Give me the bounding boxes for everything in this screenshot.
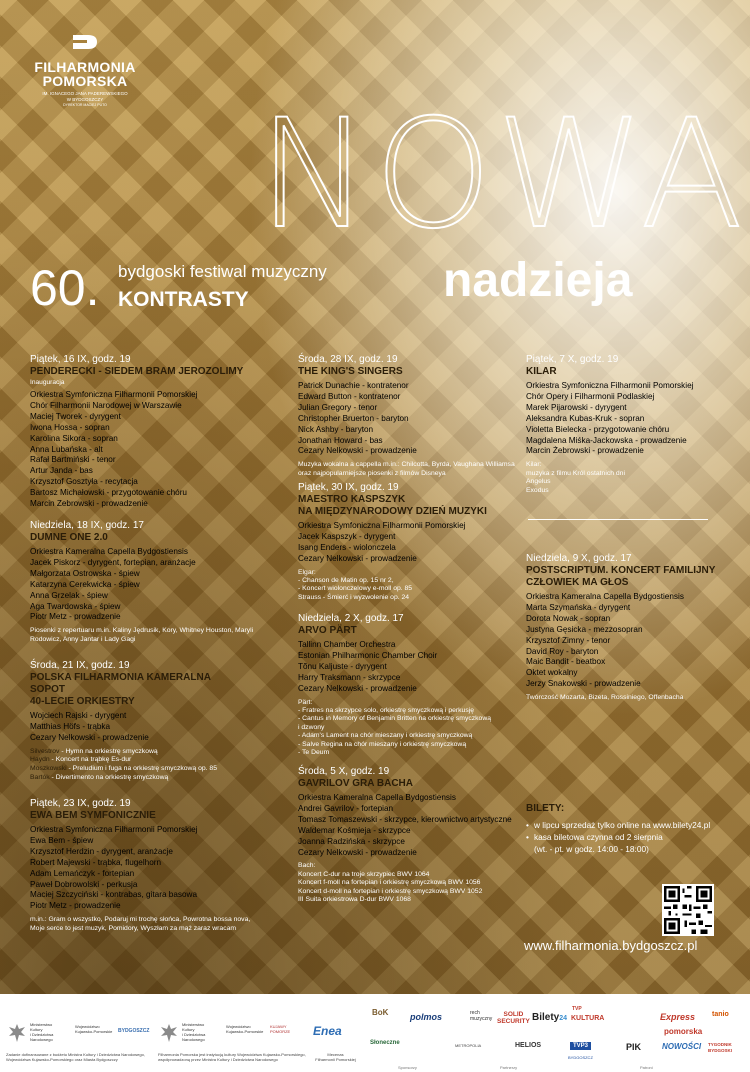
column-divider bbox=[528, 519, 708, 520]
list-line: Paweł Dobrowolski - perkusja bbox=[30, 879, 138, 889]
list-line: Wojciech Rajski - dyrygent bbox=[30, 711, 127, 720]
concert-ewa-bem bbox=[30, 797, 255, 933]
partners-label: Partnerzy bbox=[500, 1065, 518, 1070]
list-line: Justyna Gęsicka - mezzosopran bbox=[526, 624, 643, 634]
logo-line-2: POMORSKA bbox=[42, 73, 128, 89]
bullet-icon: • bbox=[526, 820, 529, 830]
list-line: Cezary Nelkowski - prowadzenie bbox=[298, 683, 417, 693]
list-line: - Cantus in Memory of Benjamin Britten na orkiestrę smyczkową bbox=[298, 715, 492, 723]
sponsors-label: Sponsorzy bbox=[398, 1065, 417, 1070]
concert-arvo-part bbox=[298, 612, 523, 757]
voivodeship-logo-1 bbox=[75, 1024, 120, 1034]
performer-list bbox=[298, 640, 523, 695]
bok-logo: BoK bbox=[372, 1008, 389, 1017]
list-line: Violetta Bielecka - przygotowanie chóru bbox=[526, 424, 670, 434]
composer-name: Haydn bbox=[30, 756, 50, 764]
list-line: Narodowego bbox=[182, 1037, 205, 1042]
ministry-logo-1 bbox=[30, 1022, 70, 1042]
nowosci-logo: NOWOŚCI bbox=[662, 1042, 702, 1051]
list-line: Krzysztof Herdzin - dyrygent, aranżacje bbox=[30, 846, 173, 856]
festival-number: 60. bbox=[30, 260, 100, 316]
list-line: Orkiestra Symfoniczna Filharmonii Pomorskiej bbox=[526, 381, 694, 390]
list-line: Marcin Zebrowski - prowadzenie bbox=[30, 499, 148, 509]
list-line: i Dziedzictwa bbox=[30, 1032, 54, 1037]
list-line: i dzwony bbox=[298, 723, 325, 731]
list-line: Koncert f-moll na fortepian i orkiestrę smyczkową BWV 1056 bbox=[298, 879, 481, 887]
list-line: Ministerstwo bbox=[30, 1022, 53, 1027]
concert-penderecki bbox=[30, 353, 255, 510]
enea-logo: Enea bbox=[313, 1024, 342, 1038]
performer-list bbox=[526, 381, 750, 457]
list-line: Bartosz Michałowski - przygotowanie chóru bbox=[30, 488, 187, 498]
performer-list bbox=[298, 521, 523, 565]
list-line: POSTSCRIPTUM. KONCERT FAMILIJNY bbox=[526, 565, 716, 576]
bilety24-logo bbox=[532, 1012, 567, 1023]
composer-name: Bartók bbox=[30, 773, 50, 781]
list-line: III Suita orkiestrowa D-dur BWV 1068 bbox=[298, 896, 411, 904]
list-line: Orkiestra Kameralna Capella Bydgostiensis bbox=[298, 793, 456, 802]
concert-pfk-sopot bbox=[30, 659, 255, 782]
bullet-icon: • bbox=[526, 832, 529, 842]
list-line: Adam Lemańczyk - fortepian bbox=[30, 868, 135, 878]
concert-kings-singers bbox=[298, 353, 523, 478]
composer-name: Moszkowski bbox=[30, 764, 67, 772]
concert-date: Niedziela, 2 X, godz. 17 bbox=[298, 613, 404, 624]
concert-title bbox=[30, 672, 255, 708]
list-line: Mecenas bbox=[327, 1052, 344, 1057]
concert-date: Piątek, 16 IX, godz. 19 bbox=[30, 354, 131, 365]
polmos-logo: polmos bbox=[410, 1012, 443, 1022]
list-line: Tõnu Kaljuste - dyrygent bbox=[298, 661, 387, 671]
tanio-logo: tanio bbox=[712, 1011, 729, 1018]
list-line: Ewa Bem - śpiew bbox=[30, 835, 94, 845]
list-line: Filharmonii Pomorskiej bbox=[315, 1057, 356, 1062]
list-line: Estonian Philharmonic Chamber Choir bbox=[298, 650, 438, 660]
voivodeship-logo-2 bbox=[226, 1024, 266, 1034]
patrons-label: Patroni bbox=[640, 1065, 653, 1070]
tvp-kultura-logo: KULTURA bbox=[571, 1015, 605, 1022]
piece-line bbox=[30, 748, 255, 757]
list-line: Marek Pijarowski - dyrygent bbox=[526, 402, 627, 412]
list-line: Kultury bbox=[30, 1027, 43, 1032]
tvp3-subtitle: BYDGOSZCZ bbox=[568, 1055, 593, 1060]
list-line: Robert Majewski - trąbka, flugelhorn bbox=[30, 857, 162, 867]
list-line: - Fratres na skrzypce solo, orkiestrę smyczkową i perkusję bbox=[298, 706, 475, 714]
list-line: Orkiestra Kameralna Capella Bydgostiensis bbox=[526, 592, 684, 601]
performer-list bbox=[30, 825, 255, 912]
list-line: muzyczny bbox=[470, 1016, 493, 1022]
list-line: Strauss - Śmierć i wyzwolenie op. 24 bbox=[298, 593, 410, 601]
eagle-emblem-icon bbox=[158, 1022, 180, 1044]
logo-line-5: DYREKTOR MACIEJ PUTO bbox=[63, 103, 107, 107]
concert-kilar bbox=[526, 353, 750, 495]
list-line: Marcin Żebrowski - prowadzenie bbox=[526, 446, 644, 456]
concert-program: Muzyka wokalna a cappella m.in.: Chilcotta, Byrda, Vaughana Williamsa oraz najpopularniejsze piosenki z filmów Disneya bbox=[298, 461, 515, 477]
list-line: Jacek Kaspszyk - dyrygent bbox=[298, 531, 396, 541]
list-line: Maic Bandit - beatbox bbox=[526, 657, 606, 667]
tvp-logo: TVP bbox=[572, 1006, 582, 1012]
concert-title: ARVO PÄRT bbox=[298, 625, 357, 636]
list-line: Oktet wokalny bbox=[526, 668, 578, 678]
express-logo: Express bbox=[660, 1012, 696, 1022]
concert-title: EWA BEM SYMFONICZNIE bbox=[30, 810, 156, 821]
list-line: 40-LECIE ORKIESTRY bbox=[30, 696, 135, 707]
concert-gavrilov bbox=[298, 765, 523, 904]
list-line: Katarzyna Cerekwicka - śpiew bbox=[30, 579, 140, 589]
list-line: CZŁOWIEK MA GŁOS bbox=[526, 577, 629, 588]
stoneczne-logo: Słoneczne bbox=[370, 1040, 400, 1046]
ministry-logo-2 bbox=[182, 1022, 222, 1042]
rech-muzyczny-logo bbox=[470, 1010, 492, 1022]
tickets-box-office: kasa biletowa czynna od 2 sierpnia bbox=[534, 832, 663, 842]
list-line: Anna Lubańska - alt bbox=[30, 444, 103, 454]
program-list bbox=[298, 862, 523, 904]
list-line: Cezary Nelkowski - prowadzenie bbox=[298, 553, 417, 563]
qr-code-icon[interactable] bbox=[662, 884, 714, 936]
concert-title: DUMNE ONE 2.0 bbox=[30, 532, 108, 543]
list-line: Aleksandra Kubas-Kruk - sopran bbox=[526, 413, 645, 423]
concert-title: KILAR bbox=[526, 366, 557, 377]
list-line: rech bbox=[470, 1010, 480, 1016]
list-line: Cezary Nelkowski - prowadzenie bbox=[298, 446, 417, 456]
concert-date: Piątek, 23 IX, godz. 19 bbox=[30, 798, 131, 809]
list-line: TYGODNIK bbox=[708, 1042, 732, 1047]
piece-line bbox=[30, 765, 255, 774]
list-line: Chór Opery i Filharmonii Podlaskiej bbox=[526, 391, 655, 401]
list-line: Marta Szymańska - dyrygent bbox=[526, 602, 631, 612]
list-line: Magdalena Miśka-Jackowska - prowadzenie bbox=[526, 435, 687, 445]
piece-list bbox=[30, 748, 255, 782]
list-line: Piotr Metz - prowadzenie bbox=[30, 612, 121, 622]
concert-program: Twórczość Mozarta, Bizeta, Rossiniego, Offenbacha bbox=[526, 694, 684, 702]
list-line: Patrick Dunachie - kontratenor bbox=[298, 381, 409, 390]
tickets-online: w lipcu sprzedaż tylko online na www.bilety24.pl bbox=[534, 820, 711, 830]
list-line: Cezary Nelkowski - prowadzenie bbox=[298, 847, 417, 857]
list-line: Bach: bbox=[298, 862, 316, 870]
funding-note-2 bbox=[158, 1052, 308, 1062]
list-line: Kilar: bbox=[526, 461, 542, 469]
list-line: Aga Twardowska - śpiew bbox=[30, 601, 121, 611]
list-line: Koncert C-dur na troje skrzypiec BWV 1064 bbox=[298, 870, 430, 878]
program-list bbox=[298, 569, 523, 603]
list-line: Orkiestra Symfoniczna Filharmonii Pomorskiej bbox=[30, 825, 198, 834]
list-line: Narodowego bbox=[30, 1037, 53, 1042]
list-line: Christopher Bruerton - baryton bbox=[298, 413, 409, 423]
concert-date: Piątek, 7 X, godz. 19 bbox=[526, 354, 619, 365]
list-line: Artur Janda - bas bbox=[30, 466, 93, 476]
mecenas-label bbox=[313, 1052, 358, 1062]
concert-postscriptum bbox=[526, 552, 750, 703]
logo-line-1: FILHARMONIA bbox=[34, 59, 136, 75]
list-line: Małgorzata Ostrowska - śpiew bbox=[30, 568, 140, 578]
logo-line-3: IM. IGNACEGO JANA PADEREWSKIEGO bbox=[42, 91, 128, 96]
list-line: BYDGOSKI bbox=[708, 1047, 733, 1053]
list-line: SOPOT bbox=[30, 684, 66, 695]
concert-date: Niedziela, 18 IX, godz. 17 bbox=[30, 520, 144, 531]
list-line: Tomasz Tomaszewski - skrzypce, kierownictwo artystyczne bbox=[298, 814, 512, 824]
funding-note-1 bbox=[6, 1052, 156, 1062]
performer-list bbox=[30, 390, 255, 510]
list-line: Harry Traksmann - skrzypce bbox=[298, 672, 401, 682]
performer-list bbox=[30, 547, 255, 623]
list-line: Ministerstwo bbox=[182, 1022, 205, 1027]
list-line: Iwona Hossa - sopran bbox=[30, 422, 110, 432]
pomorska-logo: pomorska bbox=[664, 1027, 703, 1036]
filharmonia-mark-icon bbox=[70, 33, 100, 51]
list-line: Pärt: bbox=[298, 698, 313, 706]
list-line: - Adam's Lament na chór mieszany i orkiestrę smyczkową bbox=[298, 732, 473, 740]
list-line: Chór Filharmonii Narodowej w Warszawie bbox=[30, 400, 182, 410]
bydgoszcz-logo: BYDGOSZCZ bbox=[118, 1028, 150, 1034]
concert-note: Inauguracja bbox=[30, 379, 65, 386]
list-line: SOLID bbox=[503, 1011, 524, 1018]
tygodnik-bydgoski-logo bbox=[708, 1042, 732, 1053]
title-nadzieja: nadzieja bbox=[443, 254, 633, 307]
website-url[interactable]: www.filharmonia.bydgoszcz.pl bbox=[524, 938, 698, 953]
list-line: Filharmonia Pomorska jest instytucją kultury Województwa Kujawsko-Pomorskiego, bbox=[158, 1052, 306, 1057]
work-title: - Hymn na orkiestrę smyczkową bbox=[59, 747, 158, 755]
list-line: Andrei Gavrilov - fortepian bbox=[298, 803, 394, 813]
qr-pattern bbox=[664, 886, 712, 934]
list-line: NA MIĘDZYNARODOWY DZIEŃ MUZYKI bbox=[298, 506, 487, 517]
list-line: Orkiestra Symfoniczna Filharmonii Pomorskiej bbox=[298, 521, 466, 530]
list-line: Dorota Nowak - sopran bbox=[526, 613, 611, 623]
list-line: Nick Ashby - baryton bbox=[298, 424, 374, 434]
list-line: Rafał Bartmiński - tenor bbox=[30, 455, 116, 465]
list-line: Anna Grzelak - śpiew bbox=[30, 590, 108, 600]
list-line: Kultury bbox=[182, 1027, 195, 1032]
list-line: Elgar: bbox=[298, 568, 316, 576]
concert-title: GAVRILOV GRA BACHA bbox=[298, 778, 413, 789]
concert-title bbox=[298, 494, 523, 518]
piece-line bbox=[30, 774, 255, 783]
list-line: Isang Enders - wiolonczela bbox=[298, 542, 396, 552]
tickets-hours: (wt. - pt. w godz. 14:00 - 18:00) bbox=[534, 844, 649, 854]
list-line: Kujawsko-Pomorskie bbox=[226, 1029, 264, 1034]
list-line: muzyka z filmu Król ostatnich dni bbox=[526, 469, 625, 477]
concert-date: Piątek, 30 IX, godz. 19 bbox=[298, 482, 399, 493]
list-line: Maciej Szczyciński - kontrabas, gitara basowa bbox=[30, 890, 198, 900]
list-line: Exodus bbox=[526, 486, 549, 494]
concert-title: PENDERECKI - SIEDEM BRAM JEROZOLIMY bbox=[30, 366, 244, 377]
list-line: Kujawsko-Pomorskie bbox=[75, 1029, 113, 1034]
list-line: Joanna Radzińska - skrzypce bbox=[298, 836, 405, 846]
list-line: Maciej Tworek - dyrygent bbox=[30, 411, 121, 421]
festival-name: KONTRASTY bbox=[118, 288, 249, 311]
list-line: POMORZE bbox=[270, 1029, 291, 1034]
list-line: Jerzy Snakowski - prowadzenie bbox=[526, 679, 641, 689]
list-line: MAESTRO KASPSZYK bbox=[298, 494, 406, 505]
concert-dumne-one bbox=[30, 519, 255, 644]
kujawy-pomorze-logo bbox=[270, 1024, 300, 1034]
piece-line bbox=[30, 756, 255, 765]
list-line: Orkiestra Symfoniczna Filharmonii Pomorskiej bbox=[30, 390, 198, 399]
list-line: SECURITY bbox=[497, 1018, 530, 1025]
list-line: - Salve Regina na chór mieszany i orkiestrę smyczkową bbox=[298, 740, 467, 748]
solid-security-logo bbox=[497, 1011, 530, 1025]
festival-line: bydgoski festiwal muzyczny bbox=[118, 262, 327, 281]
list-line: Krzysztof Zimny - tenor bbox=[526, 635, 611, 645]
list-line: współprowadzoną przez Ministra Kultury i Dziedzictwa Narodowego bbox=[158, 1057, 278, 1062]
program-list bbox=[526, 461, 750, 495]
bilety24-text: Bilety bbox=[532, 1012, 560, 1023]
tickets-info bbox=[526, 803, 726, 855]
composer-name: Silvestrov bbox=[30, 747, 60, 755]
list-line: - Te Deum bbox=[298, 748, 330, 756]
list-line: Piotr Metz - prowadzenie bbox=[30, 901, 121, 911]
performer-list bbox=[298, 793, 523, 858]
helios-logo: HELIOS bbox=[515, 1042, 542, 1049]
list-line: Edward Button - kontratenor bbox=[298, 391, 401, 401]
list-line: Województwo bbox=[226, 1024, 251, 1029]
pik-logo: PIK bbox=[626, 1042, 642, 1052]
logo-line-4: W BYDGOSZCZY bbox=[66, 97, 104, 102]
list-line: POLSKA FILHARMONIA KAMERALNA bbox=[30, 672, 211, 683]
work-title: - Preludium i fuga na orkiestrę smyczkową op. 85 bbox=[66, 764, 217, 772]
list-line: Karolina Sikora - sopran bbox=[30, 433, 118, 443]
work-title: - Divertimento na orkiestrę smyczkową bbox=[49, 773, 169, 781]
list-line: Waldemar Kośmieja - skrzypce bbox=[298, 825, 411, 835]
concert-kaspszyk bbox=[298, 481, 523, 602]
list-line: Matthias Höfs - trąbka bbox=[30, 721, 111, 731]
concert-date: Niedziela, 9 X, godz. 17 bbox=[526, 553, 632, 564]
metropolia-logo: METROPOLIA bbox=[455, 1043, 482, 1048]
tickets-heading: BILETY: bbox=[526, 803, 565, 814]
filharmonia-logo bbox=[30, 33, 140, 108]
list-line: - Koncert wiolonczelowy e-moll op. 85 bbox=[298, 585, 413, 593]
work-title: - Koncert na trąbkę Es-dur bbox=[49, 756, 132, 764]
tvp3-logo: TVP3 bbox=[570, 1042, 591, 1050]
list-line: Jonathan Howard - bas bbox=[298, 435, 383, 445]
concert-program: m.in.: Gram o wszystko, Podaruj mi trochę słońca, Powrotna bossa nova, Moje serce to jest muzyk, Pomidory, Wyszłam za mąż zaraz wracam bbox=[30, 916, 251, 932]
program-list bbox=[298, 699, 523, 758]
title-nowa: NOWA bbox=[258, 88, 747, 262]
list-line: Krzysztof Gosztyła - recytacja bbox=[30, 477, 138, 487]
bilety24-number: 24 bbox=[559, 1015, 568, 1022]
performer-list bbox=[526, 592, 750, 690]
list-line: - Chanson de Matin op. 15 nr 2, bbox=[298, 577, 394, 585]
list-line: Zadanie dofinansowane z budżetu Ministra Kultury i Dziedzictwa Narodowego, bbox=[6, 1052, 145, 1057]
list-line: KUJAWY bbox=[270, 1024, 287, 1029]
list-line: Koncert d-moll na fortepian i orkiestrę smyczkową BWV 1052 bbox=[298, 887, 483, 895]
concert-program: Piosenki z repertuaru m.in. Kaliny Jędrusik, Kory, Whitney Houston, Maryli Rodowicz, Anny Jantar i Lady Gagi bbox=[30, 627, 254, 643]
list-line: Tallinn Chamber Orchestra bbox=[298, 640, 396, 649]
concert-date: Środa, 28 IX, godz. 19 bbox=[298, 354, 398, 365]
list-line: Województwo bbox=[75, 1024, 100, 1029]
list-line: Jacek Piskorz - dyrygent, fortepian, aranżacje bbox=[30, 557, 196, 567]
list-line: Angelus bbox=[526, 478, 551, 486]
list-line: Orkiestra Kameralna Capella Bydgostiensis bbox=[30, 547, 188, 556]
concert-date: Środa, 21 IX, godz. 19 bbox=[30, 660, 130, 671]
list-line: Województwa Kujawsko-Pomorskiego oraz Miasta Bydgoszczy bbox=[6, 1057, 118, 1062]
concert-title bbox=[526, 565, 750, 589]
list-line: Cezary Nelkowski - prowadzenie bbox=[30, 732, 149, 742]
performer-list bbox=[30, 711, 255, 744]
concert-date: Środa, 5 X, godz. 19 bbox=[298, 766, 390, 777]
list-line: David Roy - baryton bbox=[526, 646, 599, 656]
performer-list bbox=[298, 381, 523, 457]
concert-title: THE KING'S SINGERS bbox=[298, 366, 403, 377]
list-line: i Dziedzictwa bbox=[182, 1032, 206, 1037]
list-line: Julian Gregory - tenor bbox=[298, 402, 378, 412]
eagle-emblem-icon bbox=[6, 1022, 28, 1044]
